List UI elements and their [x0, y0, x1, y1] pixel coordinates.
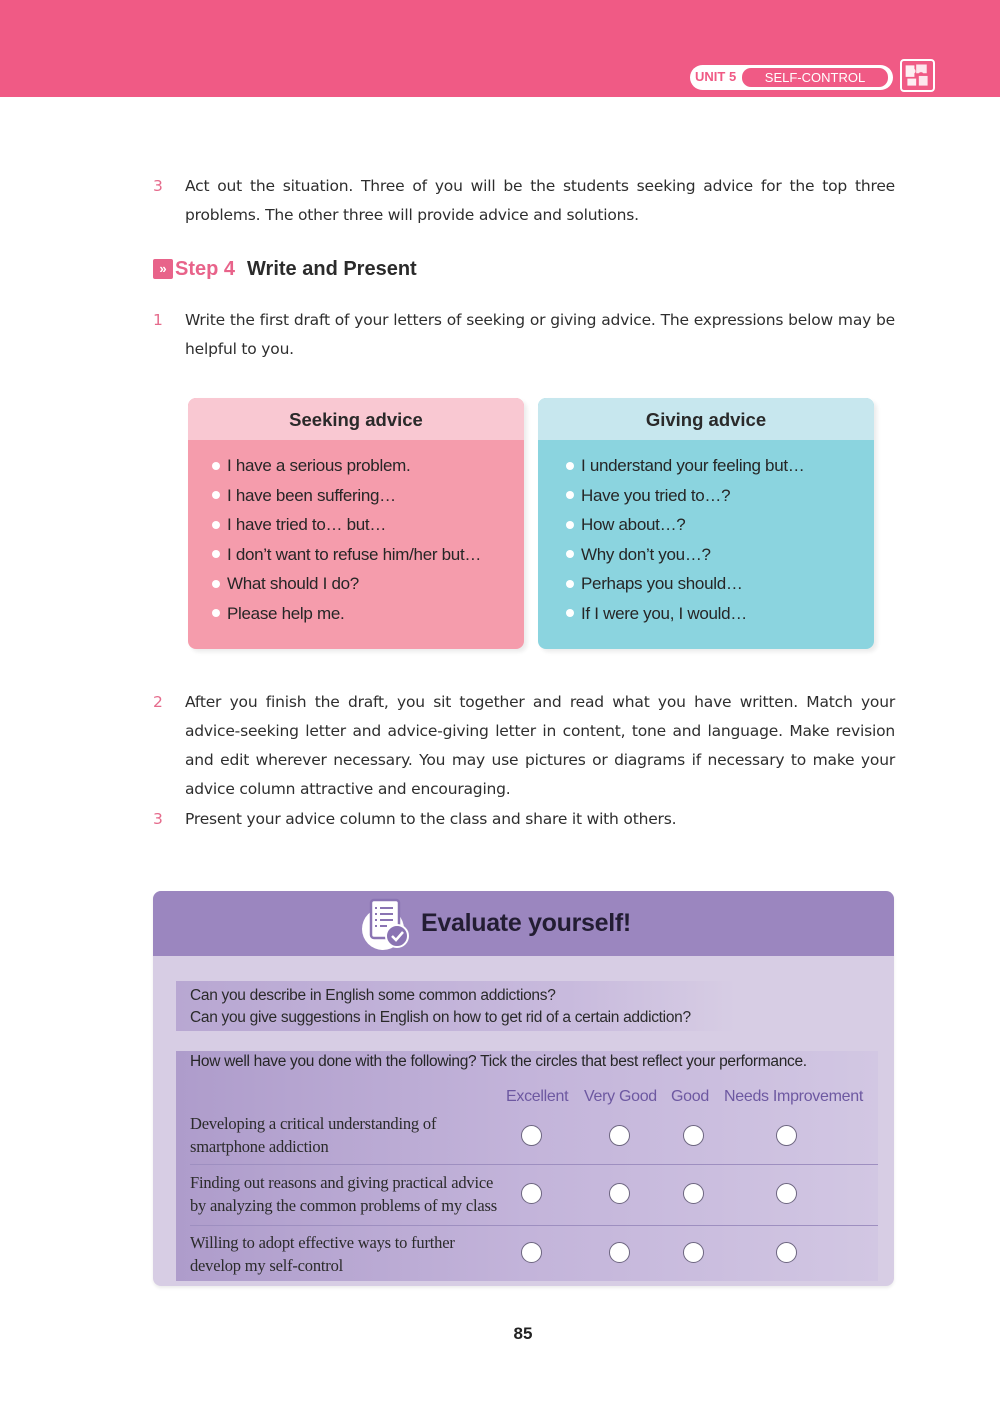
bullet-icon — [212, 580, 220, 588]
card-title: Giving advice — [538, 398, 874, 440]
unit-badge — [690, 65, 893, 90]
criterion-line: Willing to adopt effective ways to further — [190, 1233, 455, 1252]
radio-excellent[interactable] — [521, 1242, 542, 1263]
expression-text: If I were you, I would… — [581, 603, 748, 623]
criterion-text — [190, 1171, 510, 1217]
radio-needs-improvement[interactable] — [776, 1242, 797, 1263]
rating-row — [176, 1231, 878, 1286]
bullet-icon — [212, 521, 220, 529]
question-text: Can you describe in English some common addictions? — [190, 987, 556, 1004]
evaluate-panel — [153, 891, 894, 1286]
bullet-icon — [212, 491, 220, 499]
expression-text: How about…? — [581, 515, 686, 534]
expression-text: Why don’t you…? — [581, 544, 711, 564]
criterion-line: Developing a critical understanding of — [190, 1114, 437, 1133]
expression-text: Have you tried to…? — [581, 485, 731, 505]
giving-advice-card — [538, 398, 874, 649]
evaluate-title: Evaluate yourself! — [421, 909, 631, 937]
page-number: 85 — [513, 1324, 533, 1343]
item-text: After you finish the draft, you sit together and read what you have written. Match your advice-seeking letter and advice-giving letter in content, tone and language. Make revision and edit wherever necessary. You may use pictures or diagrams if necessary to make your advice column attractive and encouraging. — [185, 693, 895, 798]
radio-needs-improvement[interactable] — [776, 1183, 797, 1204]
question-text: Can you give suggestions in English on how to get rid of a certain addiction? — [190, 1009, 691, 1026]
step-title: Write and Present — [247, 257, 417, 280]
expression-text: Perhaps you should… — [581, 574, 743, 593]
expression-item — [566, 569, 874, 599]
radio-good[interactable] — [683, 1183, 704, 1204]
rating-row — [176, 1171, 878, 1231]
expression-item — [212, 481, 524, 511]
rating-table — [176, 1051, 878, 1281]
item-number: 2 — [153, 693, 163, 711]
expression-text: I have been suffering… — [227, 485, 396, 505]
expression-text: Please help me. — [227, 603, 345, 623]
expression-text: I understand your feeling but… — [581, 456, 805, 475]
bullet-icon — [566, 491, 574, 499]
question-box — [176, 981, 736, 1031]
seeking-advice-card — [188, 398, 524, 649]
criterion-line: Finding out reasons and giving practical advice — [190, 1173, 494, 1192]
expression-item — [566, 481, 874, 511]
double-chevron-right-icon: » — [153, 259, 173, 279]
bullet-icon — [566, 550, 574, 558]
checklist-icon — [359, 896, 413, 952]
criterion-line: develop my self-control — [190, 1256, 344, 1275]
expression-item — [212, 569, 524, 599]
column-needs-improvement: Needs Improvement — [724, 1088, 863, 1105]
expression-list — [188, 440, 524, 628]
card-title: Seeking advice — [188, 398, 524, 440]
radio-very-good[interactable] — [609, 1183, 630, 1204]
expression-item — [566, 510, 874, 540]
evaluate-header — [153, 891, 894, 956]
expression-text: I don’t want to refuse him/her but… — [227, 544, 482, 564]
item-text: Act out the situation. Three of you will be the students seeking advice for the top three problems. The other three will provide advice and solutions. — [185, 177, 895, 224]
expression-item — [212, 451, 524, 481]
radio-good[interactable] — [683, 1125, 704, 1146]
column-good: Good — [671, 1088, 709, 1105]
criterion-line: by analyzing the common problems of my class — [190, 1196, 497, 1215]
expression-text: I have tried to… but… — [227, 515, 387, 534]
radio-very-good[interactable] — [609, 1125, 630, 1146]
bullet-icon — [212, 550, 220, 558]
expression-text: I have a serious problem. — [227, 456, 411, 475]
row-divider — [190, 1225, 878, 1226]
expression-item — [566, 540, 874, 570]
bullet-icon — [212, 609, 220, 617]
puzzle-icon — [900, 59, 935, 92]
expression-item — [212, 540, 524, 570]
unit-title: SELF-CONTROL — [742, 68, 888, 87]
row-divider — [190, 1164, 878, 1165]
radio-very-good[interactable] — [609, 1242, 630, 1263]
item-text: Present your advice column to the class and share it with others. — [185, 810, 677, 828]
criterion-line: smartphone addiction — [190, 1137, 329, 1156]
expression-item — [212, 510, 524, 540]
expression-item — [566, 599, 874, 629]
expression-item — [212, 599, 524, 629]
radio-excellent[interactable] — [521, 1125, 542, 1146]
criterion-text — [190, 1231, 510, 1277]
column-excellent: Excellent — [506, 1088, 569, 1105]
item-number: 1 — [153, 311, 163, 329]
expression-text: What should I do? — [227, 574, 359, 593]
expression-item — [566, 451, 874, 481]
rating-row — [176, 1112, 878, 1172]
expression-list — [538, 440, 874, 628]
bullet-icon — [566, 609, 574, 617]
bullet-icon — [212, 462, 220, 470]
criterion-text — [190, 1112, 510, 1158]
column-very-good: Very Good — [584, 1088, 657, 1105]
bullet-icon — [566, 580, 574, 588]
step-heading — [153, 256, 417, 282]
radio-excellent[interactable] — [521, 1183, 542, 1204]
rating-instruction: How well have you done with the following? Tick the circles that best reflect your performance. — [190, 1053, 807, 1070]
bullet-icon — [566, 462, 574, 470]
item-number: 3 — [153, 810, 163, 828]
item-number: 3 — [153, 177, 163, 195]
radio-good[interactable] — [683, 1242, 704, 1263]
header-bar — [0, 0, 1000, 97]
radio-needs-improvement[interactable] — [776, 1125, 797, 1146]
unit-label: UNIT 5 — [695, 69, 737, 84]
bullet-icon — [566, 521, 574, 529]
step-label: Step 4 — [175, 257, 236, 280]
item-text: Write the first draft of your letters of seeking or giving advice. The expressions below may be helpful to you. — [185, 311, 895, 358]
